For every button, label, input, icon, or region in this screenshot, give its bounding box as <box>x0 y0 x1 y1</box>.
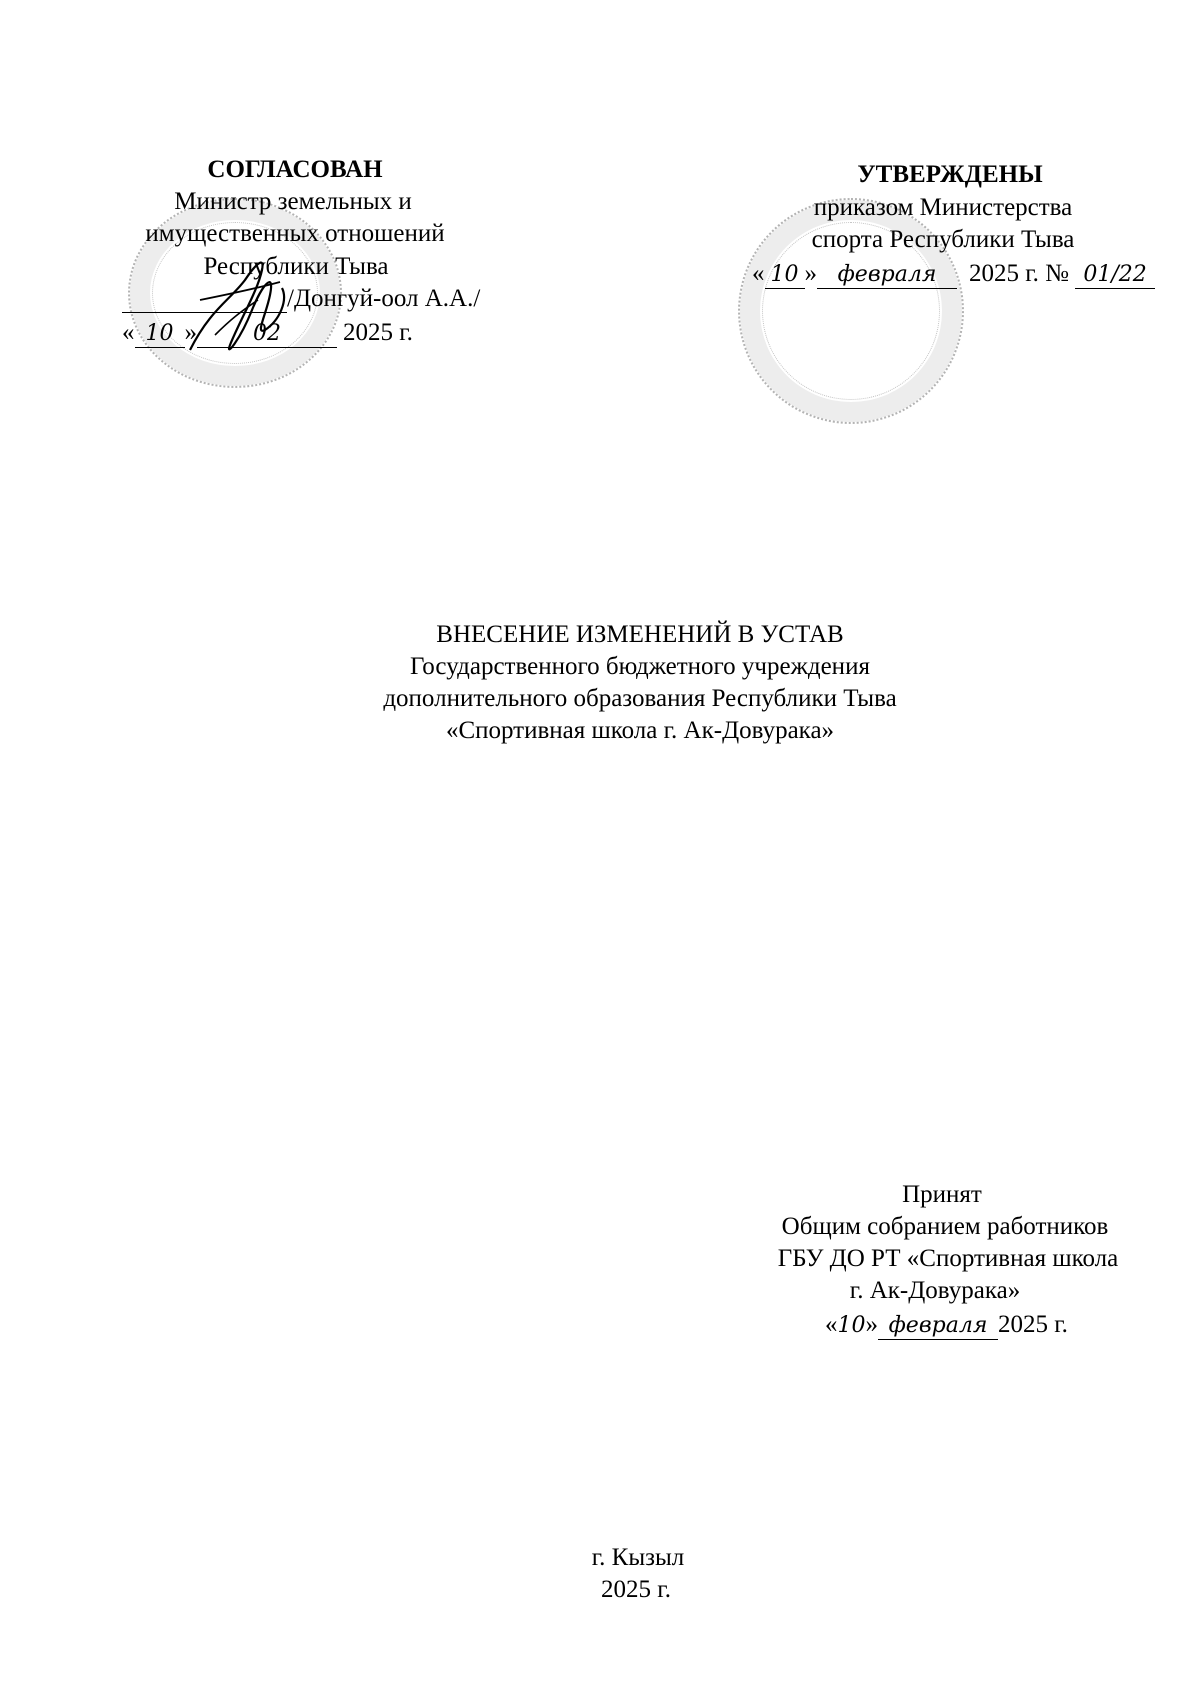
date-day-handwritten: 10 <box>765 262 805 289</box>
document-title: ВНЕСЕНИЕ ИЗМЕНЕНИЙ В УСТАВ <box>436 621 844 648</box>
date-year: 2025 г. <box>343 319 413 346</box>
date-year: 2025 г. <box>998 1311 1068 1338</box>
adopted-heading: Принят <box>902 1181 982 1208</box>
approval-right-heading: УТВЕРЖДЕНЫ <box>857 161 1043 188</box>
date-month-handwritten: февраля <box>817 262 957 289</box>
footer-city: г. Кызыл <box>591 1544 685 1571</box>
title-line2: Государственного бюджетного учреждения <box>410 653 870 680</box>
adopted-line2: ГБУ ДО РТ «Спортивная школа <box>777 1245 1119 1272</box>
date-month-handwritten: 02 <box>197 321 337 348</box>
adopted-line3: г. Ак-Довурака» <box>849 1277 1021 1304</box>
date-close-quote: » <box>184 319 197 346</box>
approval-right-line2: спорта Республики Тыва <box>811 226 1075 253</box>
approval-left-signature-row <box>122 284 480 314</box>
date-open-quote: « <box>752 260 765 287</box>
adopted-line1: Общим собранием работников <box>781 1213 1109 1240</box>
approval-left-line2: имущественных отношений <box>145 220 445 247</box>
title-line4: «Спортивная школа г. Ак-Довурака» <box>445 717 835 744</box>
date-month-handwritten: февраля <box>878 1313 998 1340</box>
date-year-number: 2025 г. № <box>969 260 1070 287</box>
date-open-quote: « <box>122 319 135 346</box>
date-close-quote: » <box>865 1311 878 1338</box>
approval-left-date <box>122 318 413 348</box>
approval-left-signer: /Донгуй-оол А.А./ <box>287 285 481 312</box>
adopted-date <box>825 1310 1068 1341</box>
approval-left-heading: СОГЛАСОВАН <box>207 156 383 183</box>
signature-blank <box>122 286 287 313</box>
date-day-handwritten: 10 <box>837 1313 866 1338</box>
approval-right-line1: приказом Министерства <box>813 194 1073 221</box>
footer-year: 2025 г. <box>601 1576 671 1603</box>
approval-left-line3: Республики Тыва <box>203 253 389 280</box>
approval-left-line1: Министр земельных и <box>174 188 412 215</box>
date-close-quote: » <box>804 260 817 287</box>
date-day-handwritten: 10 <box>135 321 185 348</box>
approval-right-date <box>752 259 1155 289</box>
order-number-handwritten: 01/22 <box>1075 262 1155 289</box>
date-open-quote: « <box>825 1311 838 1338</box>
title-line3: дополнительного образования Республики Тыва <box>383 685 897 712</box>
